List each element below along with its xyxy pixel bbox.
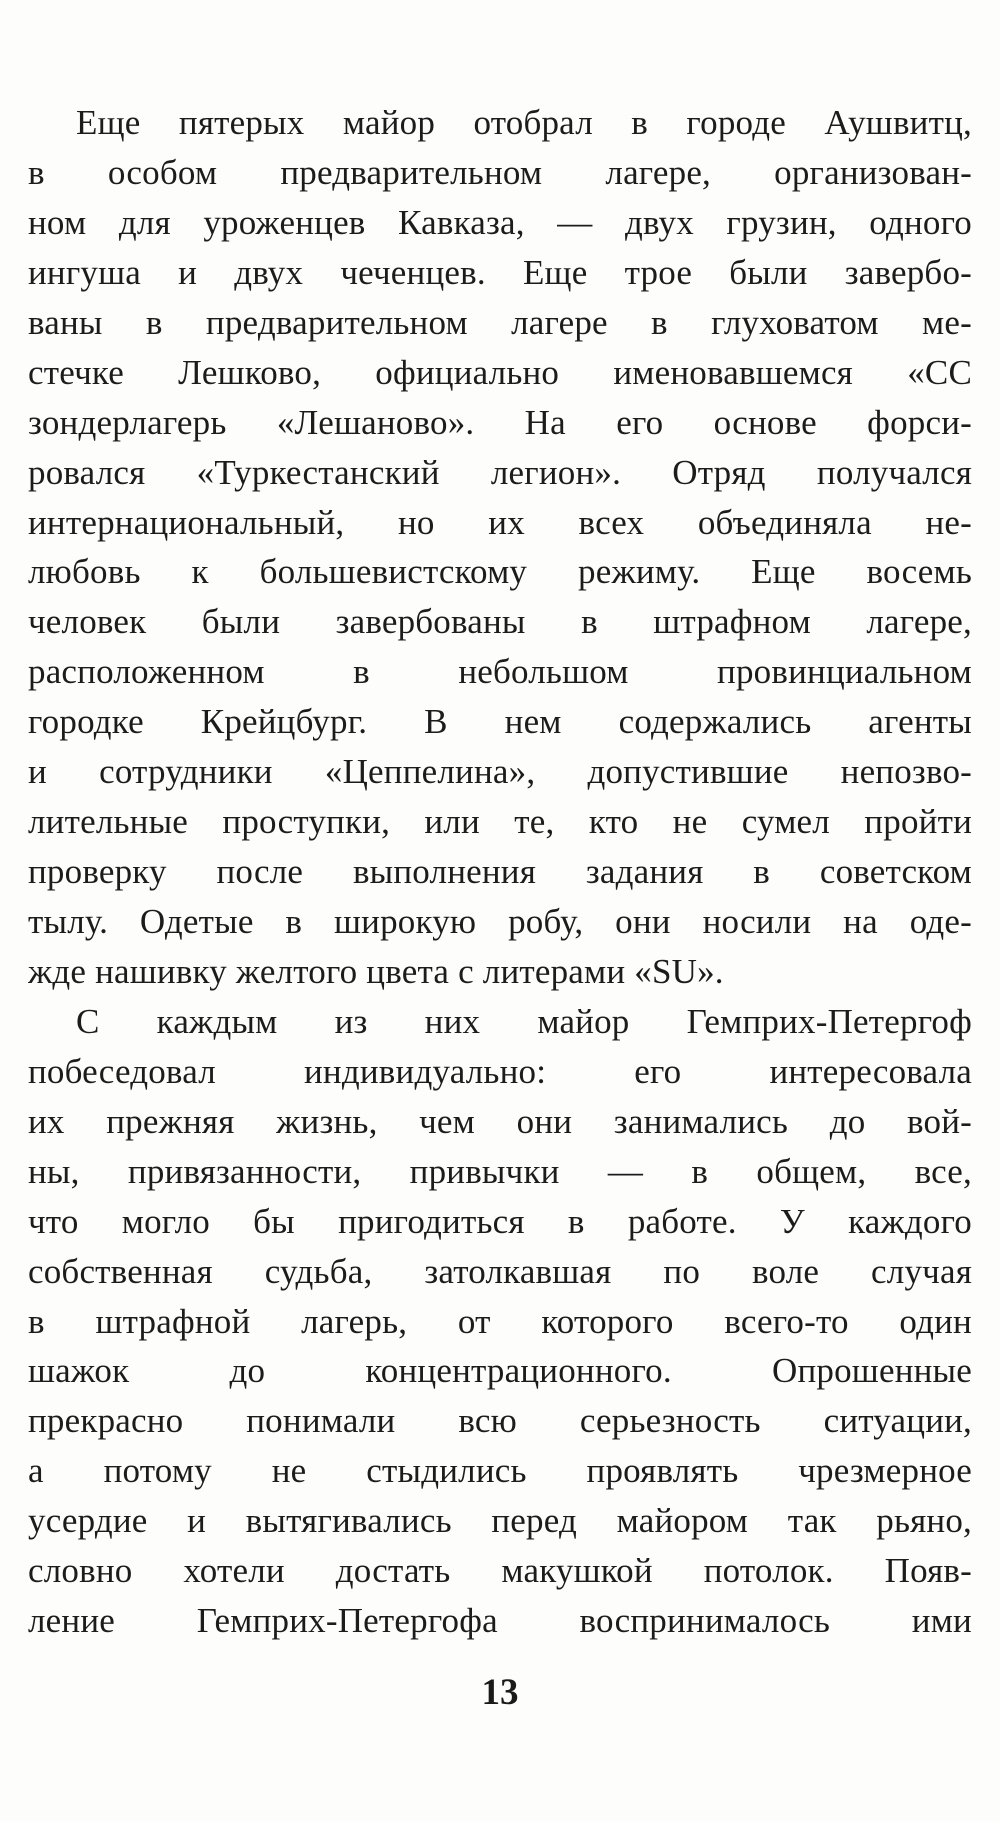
text-line: человек были завербованы в штрафном лагере, bbox=[28, 602, 972, 642]
text-line: усердие и вытягивались перед майором так рьяно, bbox=[28, 1501, 972, 1541]
page-number: 13 bbox=[481, 1672, 519, 1713]
text-line: лительные проступки, или те, кто не сумел пройти bbox=[28, 802, 972, 842]
text-line: прекрасно понимали всю серьезность ситуации, bbox=[28, 1401, 972, 1441]
text-line: любовь к большевистскому режиму. Еще восемь bbox=[28, 552, 972, 592]
text-line: жде нашивку желтого цвета с литерами «SU». bbox=[28, 951, 724, 991]
text-line: стечке Лешково, официально именовавшемся «СС bbox=[28, 352, 972, 392]
text-line: расположенном в небольшом провинциальном bbox=[28, 652, 972, 692]
text-line: С каждым из них майор Гемприх-Петергоф bbox=[76, 1001, 972, 1041]
text-line: проверку после выполнения задания в советском bbox=[28, 852, 972, 892]
text-line: их прежняя жизнь, чем они занимались до вой- bbox=[28, 1101, 972, 1141]
text-line: Еще пятерых майор отобрал в городе Аушвитц, bbox=[76, 103, 972, 142]
text-line: в штрафной лагерь, от которого всего-то один bbox=[28, 1301, 972, 1341]
text-line: в особом предварительном лагере, организован- bbox=[28, 152, 972, 192]
text-line: побеседовал индивидуально: его интересовала bbox=[28, 1051, 972, 1091]
text-line: ваны в предварительном лагере в глуховатом ме- bbox=[28, 302, 972, 342]
text-line: зондерлагерь «Лешаново». На его основе форси- bbox=[28, 402, 972, 442]
text-line: словно хотели достать макушкой потолок. Появ- bbox=[28, 1551, 972, 1591]
text-line: ление Гемприх-Петергофа воспринималось ими bbox=[28, 1601, 972, 1641]
text-line: а потому не стыдились проявлять чрезмерное bbox=[28, 1451, 972, 1491]
text-line: ном для уроженцев Кавказа, — двух грузин, одного bbox=[28, 202, 972, 242]
text-line: ингуша и двух чеченцев. Еще трое были завербо- bbox=[28, 252, 972, 292]
text-line: интернациональный, но их всех объединяла не- bbox=[28, 502, 972, 542]
text-line: ровался «Туркестанский легион». Отряд получался bbox=[28, 452, 972, 492]
text-line: и сотрудники «Цеппелина», допустившие непозво- bbox=[28, 752, 972, 792]
text-line: собственная судьба, затолкавшая по воле случая bbox=[28, 1251, 972, 1291]
text-line: шажок до концентрационного. Опрошенные bbox=[28, 1351, 972, 1391]
text-line: ны, привязанности, привычки — в общем, все, bbox=[28, 1151, 972, 1191]
body-text bbox=[28, 98, 972, 1646]
text-line: что могло бы пригодиться в работе. У каждого bbox=[28, 1201, 972, 1241]
text-line: городке Крейцбург. В нем содержались агенты bbox=[28, 702, 972, 742]
text-line: тылу. Одетые в широкую робу, они носили на оде- bbox=[28, 902, 972, 941]
